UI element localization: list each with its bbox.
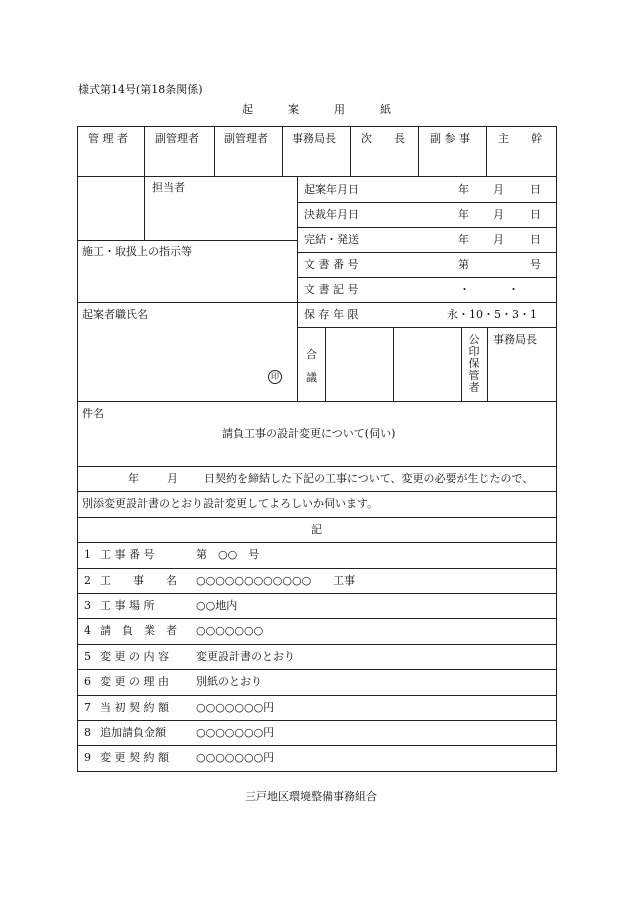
decided-day: 日 — [530, 208, 541, 221]
completed-date-label: 完結・発送 — [304, 233, 359, 246]
item-7-no: 7 — [84, 701, 91, 714]
approver-deputy-counselor: 副 参 事 — [430, 132, 470, 145]
doc-symbol-dot-1: ・ — [459, 283, 470, 296]
item-3-label: 工 事 場 所 — [100, 599, 155, 612]
doc-symbol-label: 文 書 記 号 — [304, 283, 359, 296]
item-8-value: ○○○○○○○円 — [196, 726, 275, 739]
completed-year: 年 — [458, 233, 469, 246]
form-number: 様式第14号(第18条関係) — [78, 83, 203, 96]
item-4-value: ○○○○○○○ — [196, 624, 264, 637]
consult-secretary-label: 事務局長 — [493, 333, 537, 346]
instructions-label: 施工・取扱上の指示等 — [82, 245, 192, 258]
drafted-day: 日 — [530, 183, 541, 196]
item-8-label: 追加請負金額 — [100, 726, 166, 739]
item-6-value: 別紙のとおり — [196, 675, 262, 688]
item-7-label: 当 初 契 約 額 — [100, 701, 169, 714]
staff-label: 担当者 — [152, 181, 185, 194]
title-char-1: 起 — [242, 103, 253, 116]
item-5-no: 5 — [84, 650, 91, 663]
approver-vice: 次 長 — [361, 132, 405, 145]
seal-mark: 印 — [268, 370, 282, 384]
drafted-year: 年 — [458, 183, 469, 196]
item-3-value: ○○地内 — [196, 599, 238, 612]
body-line-1: 日契約を締結した下記の工事について、変更の必要が生じたので、 — [204, 472, 534, 485]
official-seal-char-1: 公 — [468, 333, 480, 346]
item-2-value: ○○○○○○○○○○○○ 工事 — [196, 574, 356, 587]
item-8-no: 8 — [84, 726, 91, 739]
ki-heading: 記 — [311, 523, 322, 536]
consult-label-top: 合 — [306, 348, 317, 361]
title-char-2: 案 — [288, 103, 299, 116]
retention-value: 永・10・5・3・1 — [447, 308, 537, 321]
official-seal-char-4: 管 — [468, 368, 480, 382]
item-9-value: ○○○○○○○円 — [196, 751, 275, 764]
body-month: 月 — [167, 472, 178, 485]
item-1-no: 1 — [84, 548, 91, 561]
item-5-value: 変更設計書のとおり — [196, 650, 295, 663]
doc-number-prefix: 第 — [458, 258, 469, 271]
retention-label: 保 存 年 限 — [304, 308, 359, 321]
title-char-4: 紙 — [380, 103, 391, 116]
drafter-label: 起案者職氏名 — [82, 308, 148, 321]
item-4-no: 4 — [84, 624, 91, 637]
decided-month: 月 — [493, 208, 504, 221]
doc-number-suffix: 号 — [530, 258, 541, 271]
item-9-label: 変 更 契 約 額 — [100, 751, 169, 764]
doc-symbol-dot-2: ・ — [508, 283, 519, 296]
footer-organization: 三戸地区環境整備事務組合 — [245, 790, 377, 803]
completed-day: 日 — [530, 233, 541, 246]
subject-label: 件名 — [82, 407, 104, 420]
subject-text: 請負工事の設計変更について(伺い) — [222, 427, 396, 440]
decided-year: 年 — [458, 208, 469, 221]
item-2-no: 2 — [84, 574, 91, 587]
decided-date-label: 決裁年月日 — [304, 208, 359, 221]
doc-number-label: 文 書 番 号 — [304, 258, 359, 271]
approver-deputy-1: 副管理者 — [155, 132, 199, 145]
item-5-label: 変 更 の 内 容 — [100, 650, 169, 663]
approver-deputy-2: 副管理者 — [224, 132, 268, 145]
item-6-no: 6 — [84, 675, 91, 688]
body-year: 年 — [128, 472, 139, 485]
consult-label-bottom: 議 — [306, 371, 317, 384]
drafted-month: 月 — [493, 183, 504, 196]
completed-month: 月 — [493, 233, 504, 246]
item-1-value: 第 ○○ 号 — [196, 548, 260, 561]
item-3-no: 3 — [84, 599, 91, 612]
approver-manager: 管 理 者 — [88, 132, 128, 145]
approver-secretary: 事務局長 — [292, 132, 336, 145]
item-6-label: 変 更 の 理 由 — [100, 675, 169, 688]
approver-chief: 主 幹 — [498, 132, 542, 145]
item-2-label: 工 事 名 — [100, 574, 177, 587]
title-char-3: 用 — [334, 103, 345, 116]
official-seal-char-5: 者 — [468, 380, 480, 394]
official-seal-char-2: 印 — [468, 344, 480, 358]
drafted-date-label: 起案年月日 — [304, 183, 359, 196]
item-4-label: 請 負 業 者 — [100, 624, 177, 637]
item-9-no: 9 — [84, 751, 91, 764]
item-7-value: ○○○○○○○円 — [196, 701, 275, 714]
body-line-2: 別添変更設計書のとおり設計変更してよろしいか伺います。 — [82, 497, 379, 510]
official-seal-keeper-label — [468, 334, 480, 393]
item-1-label: 工 事 番 号 — [100, 548, 155, 561]
official-seal-char-3: 保 — [468, 356, 480, 370]
